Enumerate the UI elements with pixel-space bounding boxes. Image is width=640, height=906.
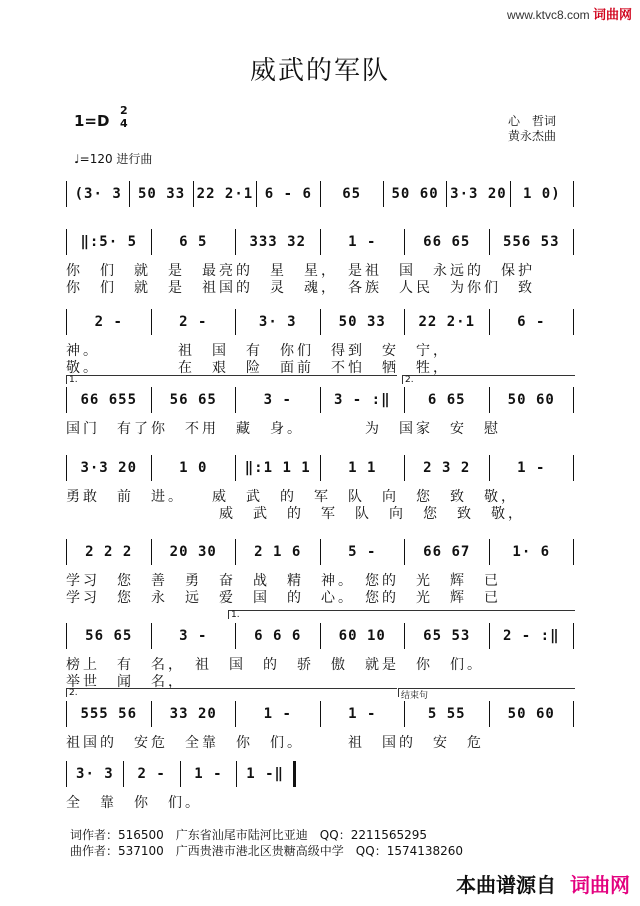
measure: ‖:5· 5: [80, 234, 138, 250]
measure: 1 1: [348, 460, 377, 476]
watermark-label: 词曲网: [592, 7, 632, 22]
measure: 1 -: [194, 766, 223, 782]
measure: 333 32: [249, 234, 307, 250]
measure: 3 -: [179, 628, 208, 644]
lyricist-credit: 心 哲词: [508, 114, 557, 128]
watermark-url[interactable]: www.ktvc8.com: [506, 8, 590, 22]
lyric-line: 祖国的 安危 全靠 你 们。 祖 国的 安 危: [66, 735, 484, 751]
measure: 20 30: [169, 544, 217, 560]
bar-line: [573, 229, 574, 255]
measure: (3· 3: [74, 186, 122, 202]
notes-line: [66, 386, 574, 414]
measure: 3 - :‖: [333, 392, 391, 408]
lyric-line: 国门 有了你 不用 藏 身。 为 国家 安 慰: [66, 421, 501, 437]
watermark: [507, 4, 632, 23]
notes-line: [66, 700, 574, 728]
measure: 1 -: [348, 234, 377, 250]
volta-1b: 1.: [228, 610, 575, 619]
notes-line: [66, 760, 296, 788]
measure: 2 3 2: [423, 460, 471, 476]
volta-2: 2.: [402, 375, 575, 384]
measure: 6 - 6: [264, 186, 312, 202]
measure: 50 60: [507, 706, 555, 722]
measure: 1 -: [263, 706, 292, 722]
time-signature: [120, 104, 128, 130]
measure: 556 53: [502, 234, 560, 250]
measure: 3 -: [263, 392, 292, 408]
song-title: 威武的军队: [249, 56, 390, 86]
bar-line: [573, 701, 574, 727]
measure: 56 65: [85, 628, 133, 644]
lyric-line: 你 们 就 是 最亮的 星 星， 是祖 国 永远的 保护: [66, 263, 535, 279]
composer-info: 曲作者：537100 广西贵港市港北区贵糖高级中学 QQ：1574138260: [70, 844, 464, 858]
measure: 2 2 2: [85, 544, 133, 560]
lyric-line: 学习 您 善 勇 奋 战 精 神。 您的 光 辉 已: [66, 573, 501, 589]
measure: 50 33: [137, 186, 186, 202]
key-signature: 1=D: [74, 112, 110, 130]
measure: 60 10: [338, 628, 386, 644]
measure: 3·3 20: [80, 460, 138, 476]
measure: 65: [342, 186, 362, 202]
measure: 6 6 6: [254, 628, 302, 644]
bar-line: [573, 623, 574, 649]
notes-line: [66, 454, 574, 482]
brand-site-link[interactable]: 词曲网: [570, 873, 630, 897]
notes-line: [66, 228, 574, 256]
measure: 5 -: [348, 544, 377, 560]
lyric-line: 全 靠 你 们。: [66, 795, 202, 811]
measure: 2 -: [94, 314, 123, 330]
lyric-line: 榜上 有 名， 祖 国 的 骄 傲 就是 你 们。: [66, 657, 484, 673]
measure: 1· 6: [512, 544, 551, 560]
measure: 1 -: [348, 706, 377, 722]
measure: 66 67: [423, 544, 471, 560]
bar-line: [293, 761, 296, 787]
time-sig-top: 2: [120, 104, 128, 117]
measure: 56 65: [169, 392, 217, 408]
measure: 2 -: [137, 766, 166, 782]
lyricist-info: 词作者：516500 广东省汕尾市陆河比亚迪 QQ：2211565295: [70, 828, 428, 842]
bar-line: [573, 455, 574, 481]
measure: 22 2·1: [196, 186, 254, 202]
brand-source: 本曲谱源自: [456, 873, 556, 897]
bar-line: [573, 181, 574, 207]
measure: 2 1 6: [254, 544, 302, 560]
measure: 1 -‖: [246, 766, 284, 782]
measure: 1 -: [517, 460, 546, 476]
bar-line: [573, 387, 574, 413]
lyric-line: 敬。 在 艰 险 面前 不怕 牺 牲，: [66, 360, 450, 376]
measure: 3· 3: [258, 314, 297, 330]
measure: 22 2·1: [418, 314, 476, 330]
brand-footer: [456, 869, 630, 898]
bar-line: [573, 539, 574, 565]
ending-phrase-label: 结束句: [398, 688, 575, 697]
measure: 2 - :‖: [502, 628, 560, 644]
lyric-line: 神。 祖 国 有 你们 得到 安 宁，: [66, 343, 450, 359]
measure: ‖:1 1 1: [244, 460, 311, 476]
measure: 50 33: [338, 314, 386, 330]
lyric-line: 举世 闻 名，: [66, 674, 185, 690]
bar-line: [573, 309, 574, 335]
notes-line: [66, 180, 574, 208]
measure: 6 5: [179, 234, 208, 250]
measure: 6 65: [427, 392, 466, 408]
lyric-line: 你 们 就 是 祖国的 灵 魂， 各族 人民 为你们 致: [66, 280, 535, 296]
volta-1: 1.: [66, 375, 397, 384]
measure: 6 -: [517, 314, 546, 330]
measure: 1 0: [179, 460, 208, 476]
measure: 50 60: [391, 186, 439, 202]
lyric-line: 勇敢 前 进。 威 武 的 军 队 向 您 致 敬，: [66, 489, 518, 505]
notes-line: [66, 622, 574, 650]
measure: 3· 3: [76, 766, 114, 782]
tempo-marking: ♩=120 进行曲: [74, 152, 153, 166]
measure: 66 655: [80, 392, 138, 408]
measure: 50 60: [507, 392, 555, 408]
measure: 3·3 20: [450, 186, 507, 202]
measure: 33 20: [169, 706, 217, 722]
volta-2b: 2.: [66, 688, 397, 697]
measure: 66 65: [423, 234, 471, 250]
measure: 555 56: [80, 706, 138, 722]
notes-line: [66, 308, 574, 336]
lyric-line: 威 武 的 军 队 向 您 致 敬，: [66, 506, 525, 522]
notes-line: [66, 538, 574, 566]
measure: 5 55: [427, 706, 466, 722]
lyric-line: 学习 您 永 远 爱 国 的 心。 您的 光 辉 已: [66, 590, 501, 606]
measure: 1 0): [522, 186, 561, 202]
measure: 65 53: [423, 628, 471, 644]
composer-credit: 黄永杰曲: [508, 129, 557, 143]
time-sig-bottom: 4: [120, 117, 128, 130]
measure: 2 -: [179, 314, 208, 330]
